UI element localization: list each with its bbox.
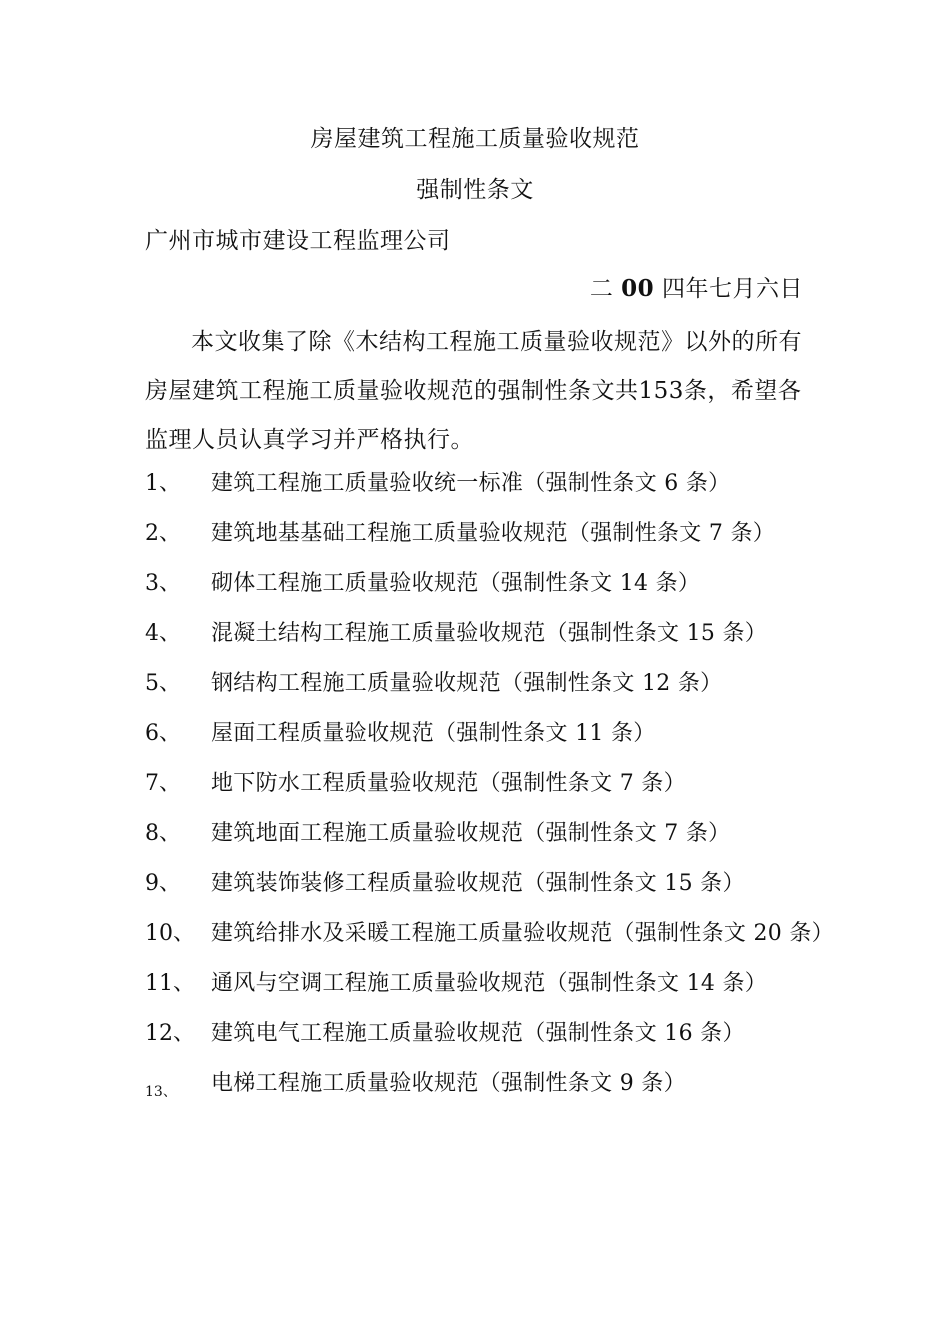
list-item (145, 720, 825, 770)
list-item (145, 1070, 825, 1120)
list-item-text: 地下防水工程质量验收规范（强制性条文 7 条） (211, 771, 686, 796)
list-item (145, 820, 825, 870)
list-item (145, 970, 825, 1020)
list-item-number: 1、 (145, 471, 181, 496)
list-item-number: 13、 (145, 1084, 177, 1100)
list-item-text: 建筑给排水及采暖工程施工质量验收规范（强制性条文 20 条） (211, 921, 834, 946)
date-bold-part: 00 (621, 275, 655, 302)
list-item-number: 5、 (145, 671, 181, 696)
list-item-text: 通风与空调工程施工质量验收规范（强制性条文 14 条） (211, 971, 768, 996)
list-item-text: 钢结构工程施工质量验收规范（强制性条文 12 条） (211, 671, 723, 696)
list-item-number: 6、 (145, 721, 181, 746)
list-item (145, 570, 825, 620)
list-item-number: 10、 (145, 921, 195, 946)
list-item (145, 670, 825, 720)
list-item-text: 建筑电气工程施工质量验收规范（强制性条文 16 条） (211, 1021, 745, 1046)
date-suffix: 四年七月六日 (662, 276, 803, 302)
list-item (145, 520, 825, 570)
list-item-text: 建筑地面工程施工质量验收规范（强制性条文 7 条） (211, 821, 731, 846)
list-item-number: 11、 (145, 971, 195, 996)
list-item (145, 770, 825, 820)
list-item-number: 2、 (145, 521, 181, 546)
list-item (145, 620, 825, 670)
organization-name: 广州市城市建设工程监理公司 (145, 228, 451, 254)
list-item-number: 4、 (145, 621, 181, 646)
list-item-number: 8、 (145, 821, 181, 846)
list-item-number: 7、 (145, 771, 181, 796)
list-item-text: 砌体工程施工质量验收规范（强制性条文 14 条） (211, 571, 701, 596)
list-item-number: 12、 (145, 1021, 195, 1046)
list-item (145, 1020, 825, 1070)
list-item-number: 9、 (145, 871, 181, 896)
list-item (145, 920, 834, 970)
list-item (145, 470, 825, 520)
document-date (590, 270, 803, 303)
list-item-text: 建筑装饰装修工程质量验收规范（强制性条文 15 条） (211, 871, 745, 896)
document-subtitle: 强制性条文 (416, 177, 534, 203)
list-item-text: 建筑地基基础工程施工质量验收规范（强制性条文 7 条） (211, 521, 776, 546)
list-item (145, 870, 825, 920)
date-prefix: 二 (589, 276, 614, 302)
document-title: 房屋建筑工程施工质量验收规范 (310, 126, 640, 152)
standards-list (145, 470, 834, 1120)
intro-paragraph: 本文收集了除《木结构工程施工质量验收规范》以外的所有房屋建筑工程施工质量验收规范的强制性条文共153条，希望各监理人员认真学习并严格执行。 (145, 329, 802, 453)
list-item-text: 混凝土结构工程施工质量验收规范（强制性条文 15 条） (211, 621, 768, 646)
list-item-text: 屋面工程质量验收规范（强制性条文 11 条） (211, 721, 656, 746)
list-item-text: 建筑工程施工质量验收统一标准（强制性条文 6 条） (211, 471, 731, 496)
list-item-text: 电梯工程施工质量验收规范（强制性条文 9 条） (211, 1071, 686, 1096)
list-item-number: 3、 (145, 571, 181, 596)
